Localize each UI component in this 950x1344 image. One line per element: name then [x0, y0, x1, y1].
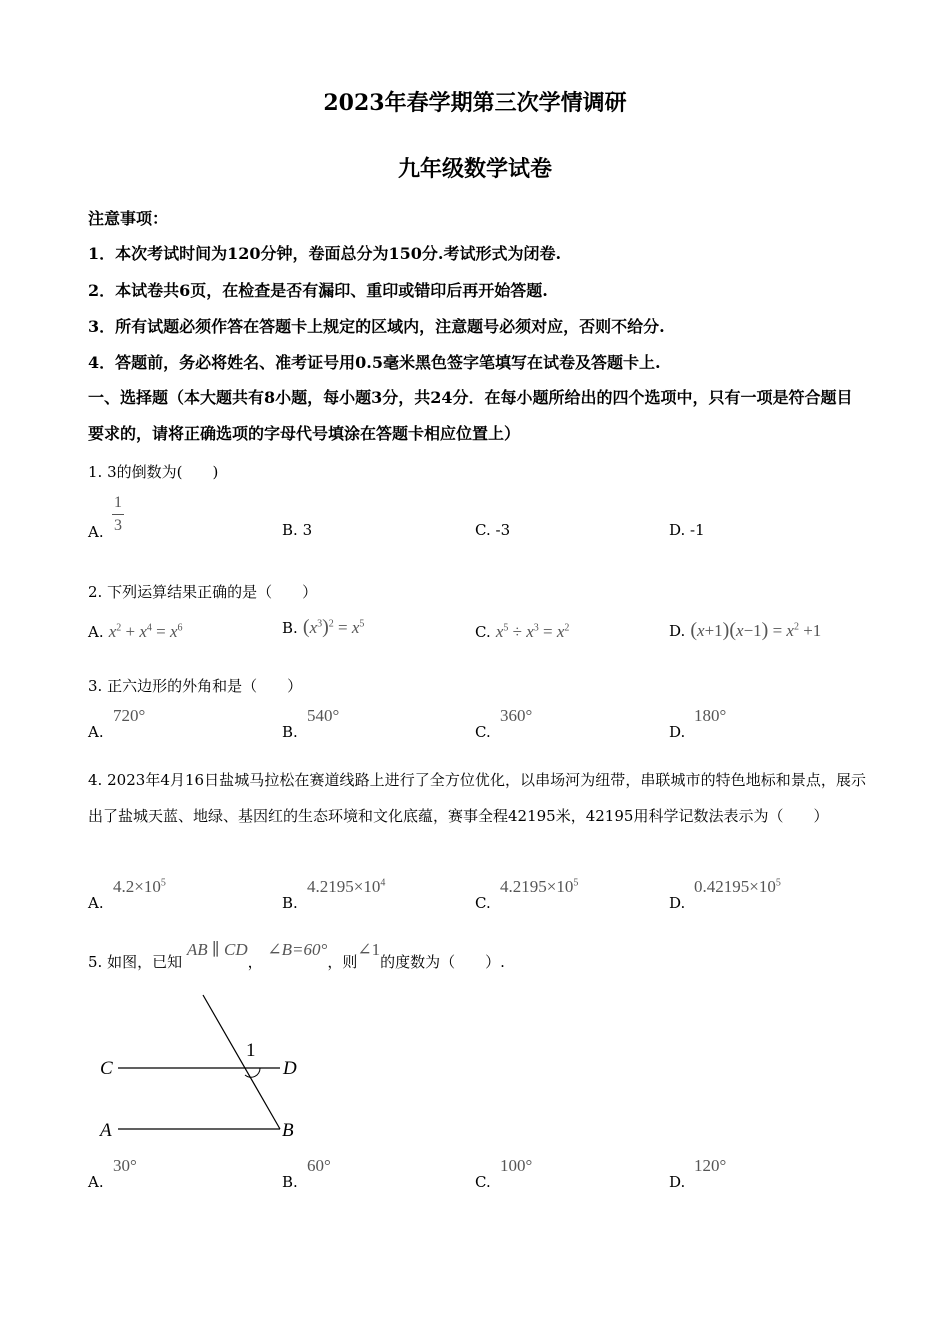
condition-angle-b: ∠B=60°: [267, 940, 328, 959]
question-3-stem: 3. 正六边形的外角和是（ ）: [88, 677, 303, 695]
notice-heading: 注意事项：: [88, 209, 169, 228]
exam-subtitle: 九年级数学试卷: [397, 156, 552, 182]
section-heading: 一、选择题（本大题共有8小题，每小题3分，共24分．在每小题所给出的四个选项中，只有一项是符合题目要求的，请将正确选项的字母代号填涂在答题卡相应位置上）: [88, 388, 853, 443]
question-2-stem: 2. 下列运算结果正确的是（ ）: [88, 583, 318, 601]
sci-base: 0.42195×10: [694, 877, 776, 896]
q5-option-a-value: 30°: [113, 1156, 137, 1175]
q1-option-a: [88, 522, 104, 541]
question-5-stem: [88, 940, 505, 972]
q1-option-d: [669, 521, 705, 539]
option-letter: D.: [669, 521, 686, 539]
q1-option-c-value: -3: [495, 521, 511, 539]
option-letter: C.: [475, 1173, 491, 1191]
q2-option-d: [669, 619, 821, 642]
option-letter: D.: [669, 622, 686, 640]
sci-base: 4.2195×10: [500, 877, 574, 896]
q2-option-a-expression: $x^2 + x^4 = x^6$: [108, 622, 183, 641]
q2-option-c: [475, 622, 569, 642]
option-letter: A.: [88, 623, 104, 641]
option-letter: A.: [88, 723, 104, 741]
option-letter: C.: [475, 521, 491, 539]
q4-option-c-expression: [500, 877, 578, 897]
option-letter: C.: [475, 894, 491, 912]
option-letter: D.: [669, 894, 686, 912]
q2-option-d-expression: $(x+1)(x-1) = x^2 +1$: [690, 619, 822, 641]
label-b: B: [282, 1120, 294, 1141]
stem-text: ，: [247, 953, 263, 971]
fraction-denominator: 3: [114, 517, 122, 534]
parallel-lines-figure: [90, 985, 330, 1145]
q3-option-d-value: 180°: [694, 706, 727, 725]
q1-option-a-fraction: [112, 494, 124, 535]
q2-option-c-expression: $x^5 \div x^3 = x^2$: [495, 622, 570, 641]
condition-parallel: AB ∥ CD: [186, 940, 248, 959]
notice-item-4: 4．答题前，务必将姓名、准考证号用0.5毫米黑色签字笔填写在试卷及答题卡上.: [88, 353, 661, 372]
question-4-stem: 4. 2023年4月16日盐城马拉松在赛道线路上进行了全方位优化，以串场河为纽带，串联城市的特色地标和景点，展示出了盐城天蓝、地绿、基因红的生态环境和文化底蕴，赛事全程42195米，42195用科学记数法表示为（ ）: [88, 771, 866, 825]
q4-option-b-expression: [307, 877, 385, 897]
label-d: D: [283, 1058, 297, 1079]
sci-base: 4.2×10: [113, 877, 161, 896]
q1-option-b-value: 3: [302, 521, 313, 539]
stem-text: 的度数为（ ）.: [380, 953, 505, 971]
notice-item-3: 3．所有试题必须作答在答题卡上规定的区域内，注意题号必须对应，否则不给分.: [88, 317, 665, 336]
option-letter: D.: [669, 1173, 686, 1191]
q3-option-a-value: 720°: [113, 706, 146, 725]
q1-option-c: [475, 521, 510, 539]
label-a: A: [100, 1120, 112, 1141]
sci-exponent: 5: [775, 877, 781, 889]
option-letter: B.: [282, 894, 298, 912]
option-letter: C.: [475, 723, 491, 741]
option-letter: B.: [282, 723, 298, 741]
sci-base: 4.2195×10: [307, 877, 381, 896]
sci-exponent: 5: [160, 877, 166, 889]
q5-option-b-value: 60°: [307, 1156, 331, 1175]
option-letter: A.: [88, 1173, 104, 1191]
question-1-stem: 1. 3的倒数为( ): [88, 463, 219, 481]
sci-exponent: 4: [380, 877, 386, 889]
option-letter: A.: [88, 523, 104, 541]
q2-option-b-expression: $(x^3)^2 = x^5$: [302, 616, 365, 638]
condition-angle-1: ∠1: [357, 940, 381, 959]
option-letter: A.: [88, 894, 104, 912]
q4-option-d-expression: [694, 877, 781, 897]
exam-title: 2023年春学期第三次学情调研: [323, 90, 627, 116]
option-letter: B.: [282, 521, 298, 539]
notice-item-2: 2．本试卷共6页，在检查是否有漏印、重印或错印后再开始答题.: [88, 281, 548, 300]
notice-item-1: 1．本次考试时间为120分钟，卷面总分为150分.考试形式为闭卷.: [88, 244, 562, 263]
q3-option-c-value: 360°: [500, 706, 533, 725]
stem-text: ，则: [327, 953, 358, 971]
q2-option-b: [282, 616, 364, 639]
sci-exponent: 5: [573, 877, 579, 889]
fraction-numerator: 1: [112, 494, 124, 515]
option-letter: B.: [282, 1173, 298, 1191]
q1-option-d-value: -1: [690, 521, 705, 539]
q5-option-c-value: 100°: [500, 1156, 533, 1175]
option-letter: D.: [669, 723, 686, 741]
stem-text: 5. 如图，已知: [88, 953, 183, 971]
q5-option-d-value: 120°: [694, 1156, 727, 1175]
label-1: 1: [246, 1040, 256, 1061]
q1-option-b: [282, 521, 312, 539]
label-c: C: [100, 1058, 113, 1079]
transversal: [203, 995, 280, 1129]
option-letter: C.: [475, 623, 491, 641]
option-letter: B.: [282, 619, 298, 637]
q2-option-a: [88, 622, 183, 642]
q3-option-b-value: 540°: [307, 706, 340, 725]
q4-option-a-expression: [113, 877, 166, 897]
